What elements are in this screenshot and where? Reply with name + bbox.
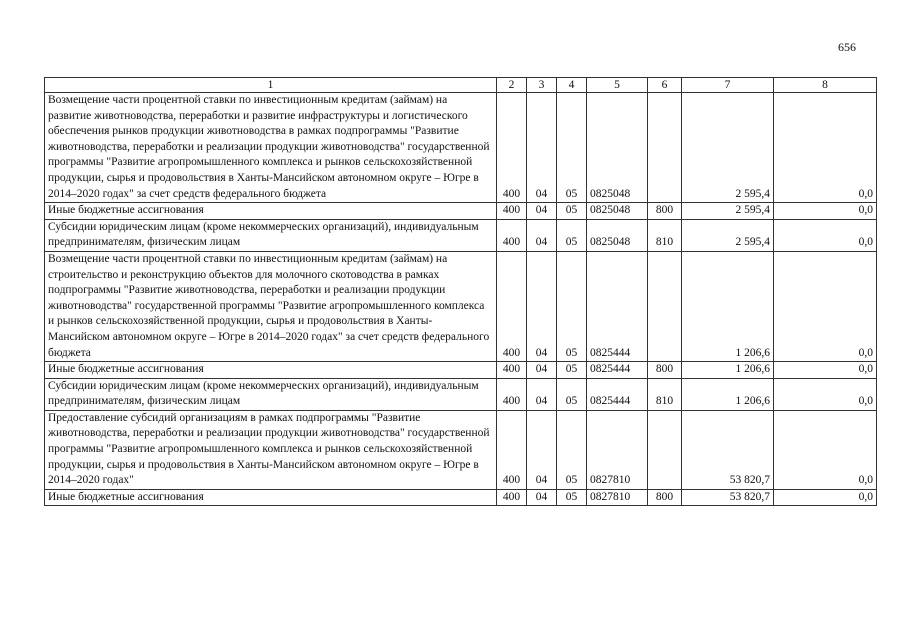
amount-value-extra: 0,0 <box>774 378 877 410</box>
column-header: 6 <box>648 78 682 93</box>
table-row <box>45 489 877 506</box>
column-header: 8 <box>774 78 877 93</box>
amount-value-extra: 0,0 <box>774 362 877 379</box>
table-row <box>45 251 877 361</box>
section-code: 04 <box>527 410 557 489</box>
amount-value: 1 206,6 <box>682 362 774 379</box>
budget-table <box>44 77 877 506</box>
expense-type-code <box>648 93 682 203</box>
amount-value: 2 595,4 <box>682 93 774 203</box>
subsection-code: 05 <box>557 219 587 251</box>
admin-code: 400 <box>497 410 527 489</box>
amount-value-extra: 0,0 <box>774 251 877 361</box>
amount-value: 1 206,6 <box>682 251 774 361</box>
expense-type-code: 810 <box>648 378 682 410</box>
section-code: 04 <box>527 251 557 361</box>
expense-type-code: 800 <box>648 489 682 506</box>
section-code: 04 <box>527 203 557 220</box>
amount-value: 53 820,7 <box>682 410 774 489</box>
amount-value: 2 595,4 <box>682 203 774 220</box>
admin-code: 400 <box>497 93 527 203</box>
section-code: 04 <box>527 378 557 410</box>
subsection-code: 05 <box>557 93 587 203</box>
section-code: 04 <box>527 219 557 251</box>
row-description: Иные бюджетные ассигнования <box>45 489 497 506</box>
column-header: 3 <box>527 78 557 93</box>
amount-value: 1 206,6 <box>682 378 774 410</box>
admin-code: 400 <box>497 219 527 251</box>
row-description: Субсидии юридическим лицам (кроме некоммерческих организаций), индивидуальным предпринимателям, физическим лицам <box>45 219 497 251</box>
admin-code: 400 <box>497 203 527 220</box>
row-description: Субсидии юридическим лицам (кроме некоммерческих организаций), индивидуальным предпринимателям, физическим лицам <box>45 378 497 410</box>
expense-type-code: 800 <box>648 203 682 220</box>
expense-type-code: 800 <box>648 362 682 379</box>
amount-value: 53 820,7 <box>682 489 774 506</box>
target-article-code: 0825444 <box>587 378 648 410</box>
subsection-code: 05 <box>557 378 587 410</box>
expense-type-code <box>648 251 682 361</box>
table-row <box>45 203 877 220</box>
amount-value-extra: 0,0 <box>774 219 877 251</box>
subsection-code: 05 <box>557 203 587 220</box>
target-article-code: 0825444 <box>587 362 648 379</box>
section-code: 04 <box>527 362 557 379</box>
target-article-code: 0827810 <box>587 410 648 489</box>
admin-code: 400 <box>497 251 527 361</box>
row-description: Предоставление субсидий организациям в рамках подпрограммы "Развитие животноводства, переработки и реализации продукции животноводства" государственной программы "Развитие агропромышленного комплекса и рынков сельскохозяйственной продукции, сырья и продовольствия в Ханты-Мансийском автономном округе – Югре в 2014–2020 годах" <box>45 410 497 489</box>
target-article-code: 0825048 <box>587 219 648 251</box>
table-row <box>45 410 877 489</box>
target-article-code: 0827810 <box>587 489 648 506</box>
row-description: Иные бюджетные ассигнования <box>45 203 497 220</box>
column-header: 7 <box>682 78 774 93</box>
subsection-code: 05 <box>557 410 587 489</box>
amount-value-extra: 0,0 <box>774 93 877 203</box>
admin-code: 400 <box>497 378 527 410</box>
admin-code: 400 <box>497 489 527 506</box>
page-number: 656 <box>838 40 856 54</box>
target-article-code: 0825444 <box>587 251 648 361</box>
column-header: 2 <box>497 78 527 93</box>
row-description: Иные бюджетные ассигнования <box>45 362 497 379</box>
column-header: 4 <box>557 78 587 93</box>
amount-value-extra: 0,0 <box>774 489 877 506</box>
subsection-code: 05 <box>557 251 587 361</box>
expense-type-code <box>648 410 682 489</box>
table-header-row <box>45 78 877 93</box>
row-description: Возмещение части процентной ставки по инвестиционным кредитам (займам) на развитие животноводства, переработки и развитие инфраструктуры и логистического обеспечения рынков продукции животноводства в рамках подпрограммы "Развитие животноводства, переработки и реализации продукции животноводства" государственной программы "Развитие агропромышленного комплекса и рынков сельскохозяйственной продукции, сырья и продовольствия в Ханты-Мансийском автономном округе – Югре в 2014–2020 годах" за счет средств федерального бюджета <box>45 93 497 203</box>
target-article-code: 0825048 <box>587 203 648 220</box>
subsection-code: 05 <box>557 362 587 379</box>
expense-type-code: 810 <box>648 219 682 251</box>
table-row <box>45 378 877 410</box>
subsection-code: 05 <box>557 489 587 506</box>
table-row <box>45 362 877 379</box>
section-code: 04 <box>527 489 557 506</box>
section-code: 04 <box>527 93 557 203</box>
amount-value-extra: 0,0 <box>774 203 877 220</box>
table-row <box>45 93 877 203</box>
row-description: Возмещение части процентной ставки по инвестиционным кредитам (займам) на строительство и реконструкцию объектов для молочного скотоводства в рамках подпрограммы "Развитие животноводства, переработки и реализации продукции животноводства" государственной программы "Развитие агропромышленного комплекса и рынков сельскохозяйственной продукции, сырья и продовольствия в Ханты-Мансийском автономном округе – Югре в 2014–2020 годах" за счет средств федерального бюджета <box>45 251 497 361</box>
target-article-code: 0825048 <box>587 93 648 203</box>
amount-value: 2 595,4 <box>682 219 774 251</box>
table-row <box>45 219 877 251</box>
amount-value-extra: 0,0 <box>774 410 877 489</box>
column-header: 1 <box>45 78 497 93</box>
admin-code: 400 <box>497 362 527 379</box>
column-header: 5 <box>587 78 648 93</box>
